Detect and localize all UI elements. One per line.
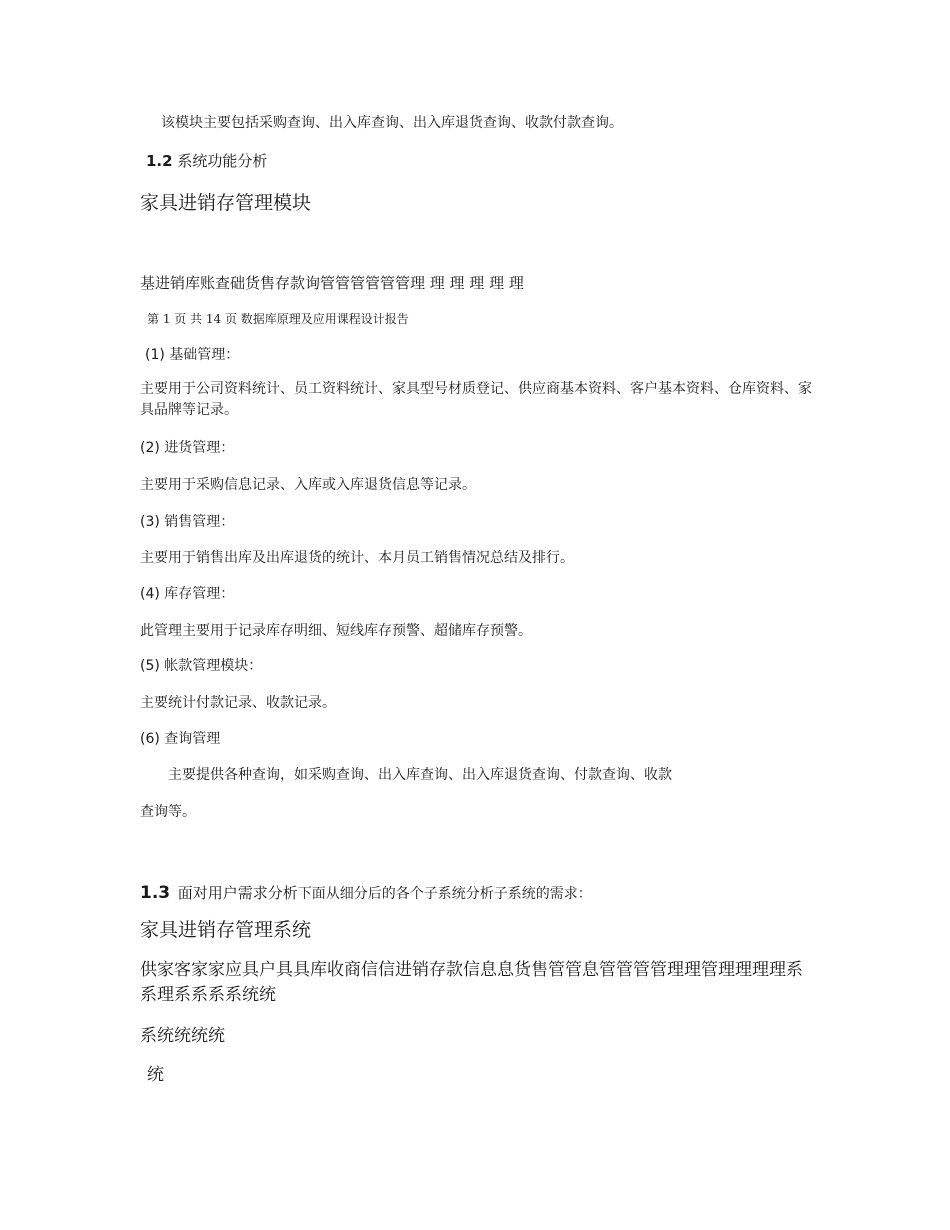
item-3-desc: 主要用于销售出库及出库退货的统计、本月员工销售情况总结及排行。 xyxy=(140,550,574,566)
item-3-label: (3) 销售管理： xyxy=(140,514,235,530)
garbled-diagram-text-1: 基进销库账查础货售存款询管管管管管管理 理 理 理 理 理 xyxy=(140,274,524,292)
section-1-3-tail: 下面从细分后的各个子系统分析子系统的需求： xyxy=(297,886,592,902)
section-1-2-heading xyxy=(146,150,267,171)
page-footer: 第 1 页 共 14 页 数据库原理及应用课程设计报告 xyxy=(147,312,409,326)
section-1-3-heading xyxy=(140,876,592,904)
item-6-desc: 主要提供各种查询，如采购查询、出入库查询、出入库退货查询、付款查询、收款 xyxy=(168,767,672,783)
item-4-label: (4) 库存管理： xyxy=(140,586,235,602)
section-1-2-title: 系统功能分析 xyxy=(177,152,268,170)
intro-paragraph: 该模块主要包括采购查询、出入库查询、出入库退货查询、收款付款查询。 xyxy=(161,115,623,131)
item-2-label: (2) 进货管理： xyxy=(140,440,235,456)
system-title: 家具进销存管理系统 xyxy=(140,919,312,941)
item-2-desc: 主要用于采购信息记录、入库或入库退货信息等记录。 xyxy=(140,477,476,493)
item-5-label: (5) 帐款管理模块： xyxy=(140,658,263,674)
module-title: 家具进销存管理模块 xyxy=(140,192,312,214)
query-tail: 查询等。 xyxy=(140,804,196,820)
section-1-3-number: 1.3 xyxy=(140,883,171,903)
item-5-desc: 主要统计付款记录、收款记录。 xyxy=(140,695,336,711)
section-1-3-title: 面对用户需求分析 xyxy=(177,884,298,902)
garbled-diagram-text-2: 供家客家家应具户具具库收商信信进销存款信息息货售管管息管管管管理理管理理理理系系理系系系系统统 xyxy=(140,960,803,1005)
item-6-label: (6) 查询管理 xyxy=(140,731,221,747)
item-1-label: (1) 基础管理： xyxy=(145,347,240,363)
garbled-diagram-text-3: 系统统统统 xyxy=(140,1026,225,1046)
item-1-desc: 主要用于公司资料统计、员工资料统计、家具型号材质登记、供应商基本资料、客户基本资料、仓库资料、家具品牌等记录。 xyxy=(140,381,812,418)
garbled-diagram-text-4: 统 xyxy=(147,1065,164,1085)
item-4-desc: 此管理主要用于记录库存明细、短线库存预警、超储库存预警。 xyxy=(140,623,532,639)
section-1-2-number: 1.2 xyxy=(146,152,173,170)
